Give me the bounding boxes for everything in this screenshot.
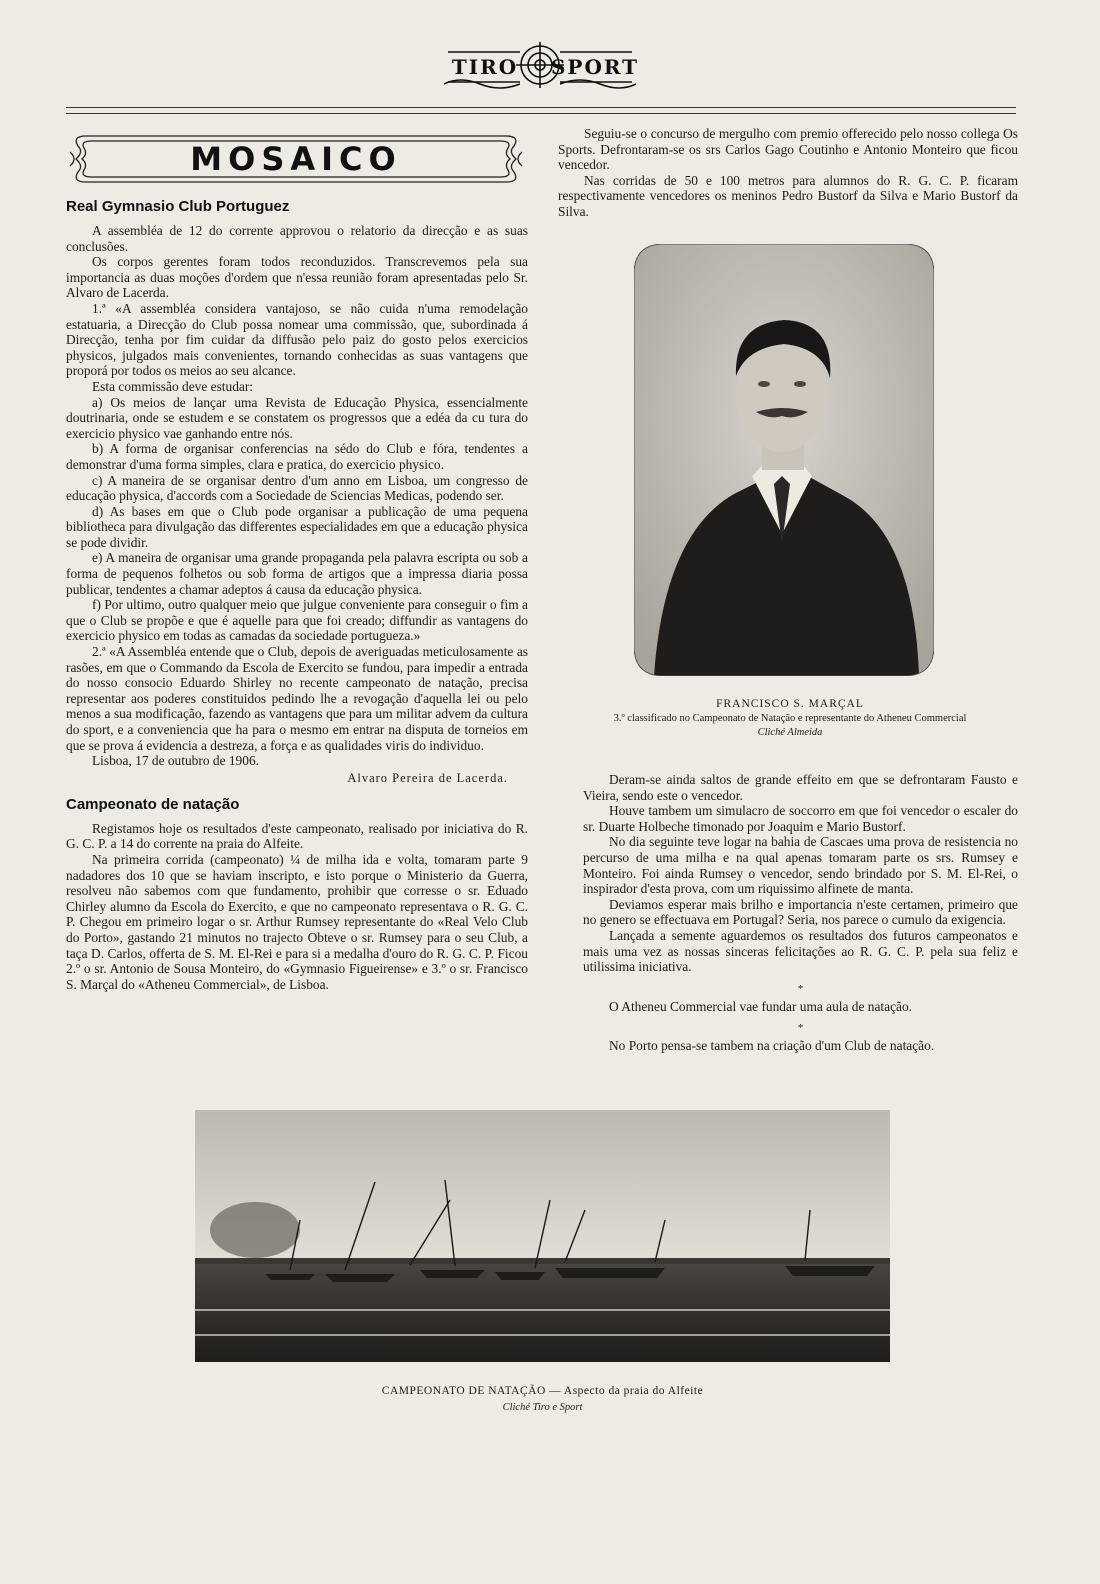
article-heading-gymnasio: Real Gymnasio Club Portuguez [66, 198, 290, 215]
dateline: Lisboa, 17 de outubro de 1906. [92, 753, 259, 769]
paragraph: Houve tambem um simulacro de soccorro em que foi vencedor o escaler do sr. Duarte Holbeche timonado por Joaquim e Mario Bustorf. [583, 803, 1018, 834]
section-title-frame [68, 130, 524, 188]
note: O Atheneu Commercial vae fundar uma aula de natação. [609, 998, 913, 1014]
note: No Porto pensa-se tambem na criação d'um Club de natação. [609, 1038, 935, 1054]
regatta-photo [195, 1110, 890, 1362]
paragraph: A assembléa de 12 do corrente approvou o relatorio da direcção e as suas conclusões. [66, 223, 528, 254]
paragraph: b) A forma de organisar conferencias na sédo do Club e fóra, tendentes a demonstrar d'uma forma simples, clara e pratica, do exercicio physico. [66, 441, 528, 472]
signature: Alvaro Pereira de Lacerda. [347, 770, 508, 785]
masthead-logo [440, 38, 640, 92]
left-column [66, 130, 528, 992]
paragraph: Deram-se ainda saltos de grande effeito em que se defrontaram Fausto e Vieira, sendo este o vencedor. [583, 772, 1018, 803]
paragraph: Registamos hoje os resultados d'este campeonato, realisado por iniciativa do R. G. C. P. a 14 do corrente na praia do Alfeite. [66, 820, 528, 852]
right-column-top [558, 126, 1018, 220]
paragraph: Esta commissão deve estudar: [92, 378, 254, 394]
header-rule [66, 107, 1016, 114]
paragraph: Na primeira corrida (campeonato) ¼ de milha ida e volta, tomaram parte 9 nadadores dos 10 que se haviam inscripto, e isto porque o Ministerio da Guerra, resolveu não sabemos com que fundamento, prohibir que corresse o sr. Eduado Chirley alumno da Escola do Exercito, e que no campeonato representava o R. G. C. P. Chegou em primeiro logar o sr. Arthur Rumsey representante do «Real Velo Club do Porto», gastando 21 minutos no trajecto Obteve o sr. Rumsey para o seu Club, a taça D. Carlos, offerta de S. M. El-Rei e para si a medalha d'ouro do R. G. C. P. Ficou 2.º o sr. Antonio de Sousa Monteiro, do «Gymnasio Figueirense» e 3.º o sr. Francisco S. Marçal do «Atheneu Commercial», de Lisboa. [66, 851, 528, 992]
caption-title: CAMPEONATO DE NATAÇÃO — Aspecto da praia do Alfeite [381, 1385, 704, 1397]
right-column-lower [583, 772, 1018, 1054]
caption-description: 3.º classificado no Campeonato de Natação e representante do Atheneu Commercial [613, 713, 967, 724]
separator-asterisk: * [797, 982, 804, 995]
portrait-caption [560, 698, 1020, 738]
paragraph: Seguiu-se o concurso de mergulho com premio offerecido pelo nosso collega Os Sports. Defrontaram-se os srs Carlos Gago Coutinho e Antonio Monteiro que ficou vencedor. [558, 126, 1018, 173]
paragraph: Nas corridas de 50 e 100 metros para alumnos do R. G. C. P. ficaram respectivamente vencedores os meninos Pedro Bustorf da Silva e Mario Bustorf da Silva. [558, 172, 1018, 219]
paragraph: Deviamos esperar mais brilho e importancia n'este certamen, primeiro que no genero se effectuava em Portugal? Seria, nos parece o cumulo da exigencia. [583, 896, 1018, 928]
portrait-photo [634, 244, 934, 676]
caption-credit: Cliché Almeida [757, 727, 823, 738]
paragraph: Lançada a semente aguardemos os resultados dos futuros campeonatos e mais uma vez as nossas sinceras felicitações ao R. G. C. P. pela sua feliz e utilissima iniciativa. [583, 927, 1018, 975]
regatta-caption [195, 1385, 890, 1413]
paragraph: No dia seguinte teve logar na bahia de Cascaes uma prova de resistencia no percurso de uma milha e na qual apenas tomaram parte os srs. Rumsey e Monteiro. Foi ainda Rumsey o vencedor, sendo brindado por S. M. El-Rei, o inspirador d'esta prova, com um riquissimo alfinete de manta. [583, 834, 1018, 897]
paragraph: Os corpos gerentes foram todos reconduzidos. Transcrevemos pela sua importancia as duas moções d'ordem que n'essa reunião foram apresentadas pelo Sr. Alvaro de Lacerda. [66, 254, 528, 301]
paragraph: e) A maneira de organisar uma grande propaganda pela palavra escripta ou sob a forma de pequenos folhetos ou sob forma de artigos que a impressa diaria possa publicar, tendentes a chamar adeptos á causa da educação physica. [66, 550, 528, 597]
paragraph: 2.ª «A Assembléa entende que o Club, depois de averiguadas meticulosamente as rasões, em que o Commando da Escola de Exercito se fundou, para impedir a entrada do nosso consocio Eduardo Shirley no recente campeonato de natação, precisa representar aos poderes constituidos pedindo lhe a revogação d'aquella lei ou pelo menos a sua modificação, fazendo as vantagens que para um militar advem da cultura do sport, e a conveniencia que ha para o mesmo em entrar na disputa de torneios em que se prova á evidencia a destreza, a força e as qualidades viris do individuo. [66, 644, 528, 753]
paragraph: c) A maneira de se organisar dentro d'um anno em Lisboa, um congresso de educação physica, d'accords com a Sociedade de Sciencias Medicas, podendo ser. [66, 472, 528, 504]
paragraph: 1.ª «A assembléa considera vantajoso, se não cuida n'uma remodelação estatuaria, a Direcção do Club possa nomear uma commissão, que, subordinada á Direcção, tenha por fim cuidar da diffusão pelo paiz do gosto pelos exercicios physicos, julgados mais convenientes, tornando conhecidas as suas vantagens que proporá por todos os meios ao seu alcance. [66, 300, 528, 379]
caption-name: FRANCISCO S. MARÇAL [716, 698, 864, 710]
separator-asterisk: * [797, 1022, 804, 1035]
svg-text:SPORT: SPORT [550, 55, 640, 79]
paragraph: d) As bases em que o Club pode organisar a publicação de uma pequena bibliotheca para divulgação das differentes especialidades em que a educação physica se pode dividir. [66, 503, 528, 550]
section-title: MOSAICO [190, 140, 402, 178]
paragraph: f) Por ultimo, outro qualquer meio que julgue conveniente para conseguir o fim a que o Club se propõe e que é aquelle para que foi creado; diffundir as vantagens do exercicio physico em todas as camadas da sociedade portugueza.» [66, 597, 528, 644]
article-heading-campeonato: Campeonato de natação [66, 795, 240, 813]
svg-text:TIRO: TIRO [451, 55, 519, 79]
paragraph: a) Os meios de lançar uma Revista de Educação Physica, essencialmente doutrinaria, onde se estudem e se constatem os progressos que a edéa da cu tura do exercicio physico vae ganhando entre nós. [66, 394, 528, 441]
caption-credit: Cliché Tiro e Sport [502, 1402, 583, 1413]
